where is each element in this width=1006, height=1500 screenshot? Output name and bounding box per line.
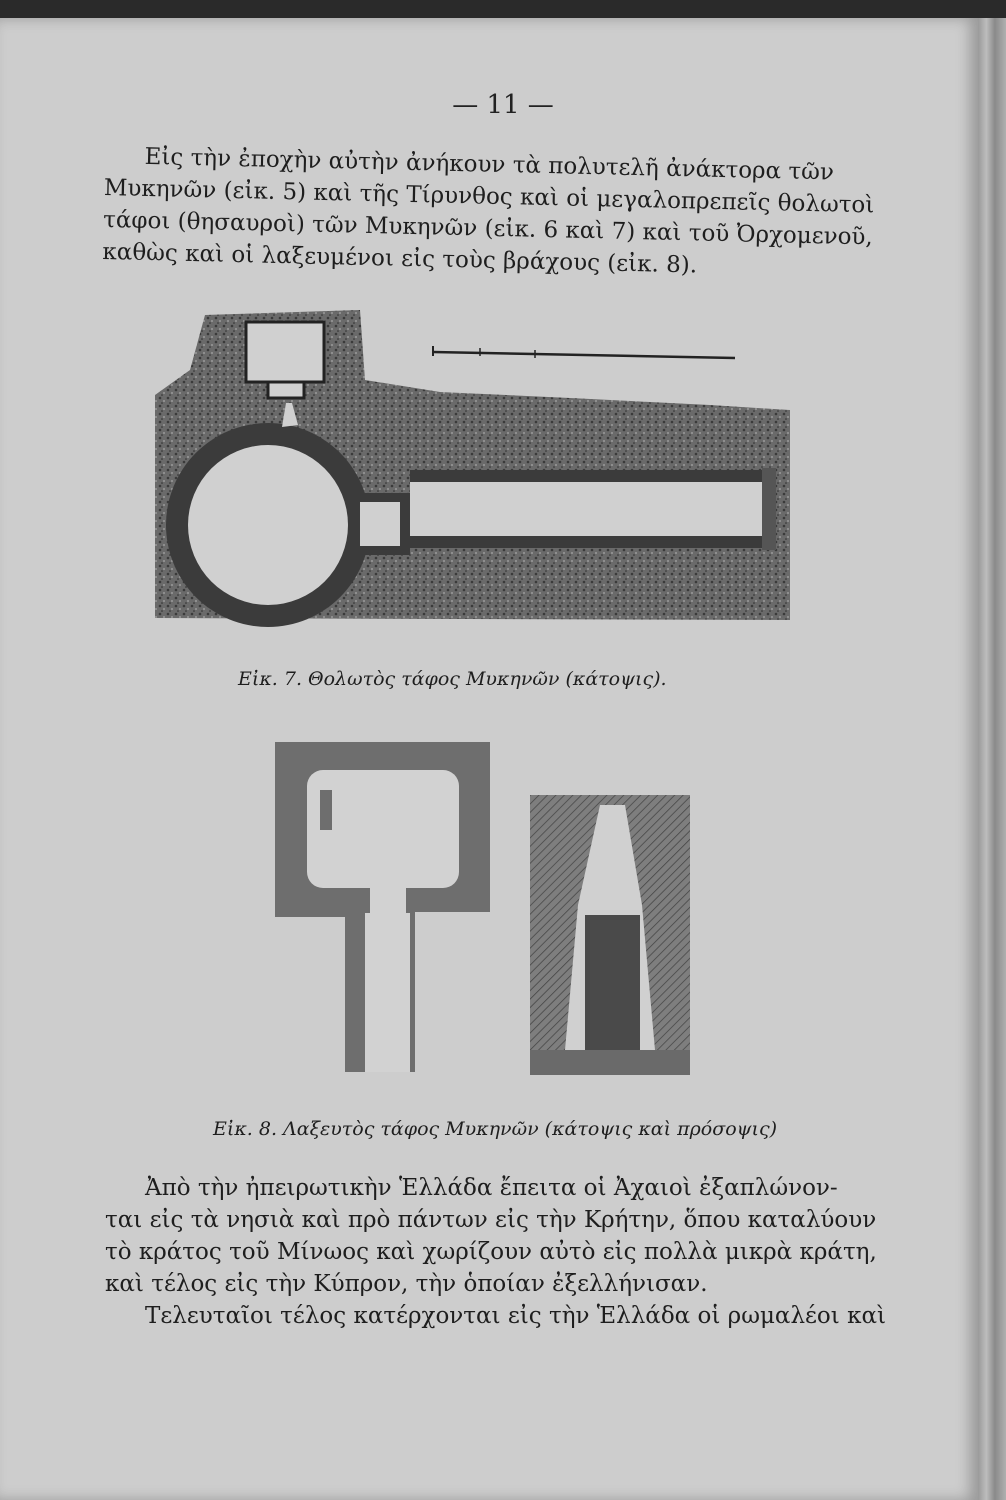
text-line: Μυκηνῶν (εἰκ. 5) καὶ τῆς Τίρυνθος καὶ οἱ μεγαλοπρεπεῖς θολωτοὶ bbox=[103, 174, 875, 219]
paragraph-bottom bbox=[105, 1172, 887, 1332]
rockcut-section-illustration bbox=[530, 795, 690, 1075]
rockcut-plan-illustration bbox=[275, 742, 490, 1072]
text-line: ται εἰς τὰ νησιὰ καὶ πρὸ πάντων εἰς τὴν Κρήτην, ὅπου καταλύουν bbox=[105, 1207, 877, 1233]
paragraph-top bbox=[102, 140, 875, 285]
text-line: τάφοι (θησαυροὶ) τῶν Μυκηνῶν (εἰκ. 6 καὶ 7) καὶ τοῦ Ὀρχομενοῦ, bbox=[102, 206, 874, 251]
text-line: Τελευταῖοι τέλος κατέρχονται εἰς τὴν Ἑλλάδα οἱ ρωμαλέοι καὶ bbox=[145, 1303, 887, 1329]
figure-8-caption: Εἰκ. 8. Λαξευτὸς τάφος Μυκηνῶν (κάτοψις καὶ πρόσοψις) bbox=[213, 1118, 778, 1140]
text-line: Εἰς τὴν ἐποχὴν αὐτὴν ἀνήκουν τὰ πολυτελῆ ἀνάκτορα τῶν bbox=[144, 143, 835, 186]
figure-7-caption: Εἰκ. 7. Θολωτὸς τάφος Μυκηνῶν (κάτοψις). bbox=[238, 668, 667, 690]
tholos-plan-illustration bbox=[150, 300, 800, 630]
text-line: τὸ κράτος τοῦ Μίνωος καὶ χωρίζουν αὐτὸ εἰς πολλὰ μικρὰ κράτη, bbox=[105, 1239, 877, 1265]
page-edge bbox=[978, 18, 1006, 1500]
text-line: Ἀπὸ τὴν ἠπειρωτικὴν Ἑλλάδα ἔπειτα οἱ Ἀχαιοὶ ἐξαπλώνον- bbox=[145, 1175, 838, 1201]
text-line: καὶ τέλος εἰς τὴν Κύπρον, τὴν ὁποίαν ἐξελλήνισαν. bbox=[105, 1271, 708, 1297]
text-line: καθὼς καὶ οἱ λαξευμένοι εἰς τοὺς βράχους (εἰκ. 8). bbox=[102, 238, 698, 279]
page-number: — 11 — bbox=[452, 90, 554, 120]
